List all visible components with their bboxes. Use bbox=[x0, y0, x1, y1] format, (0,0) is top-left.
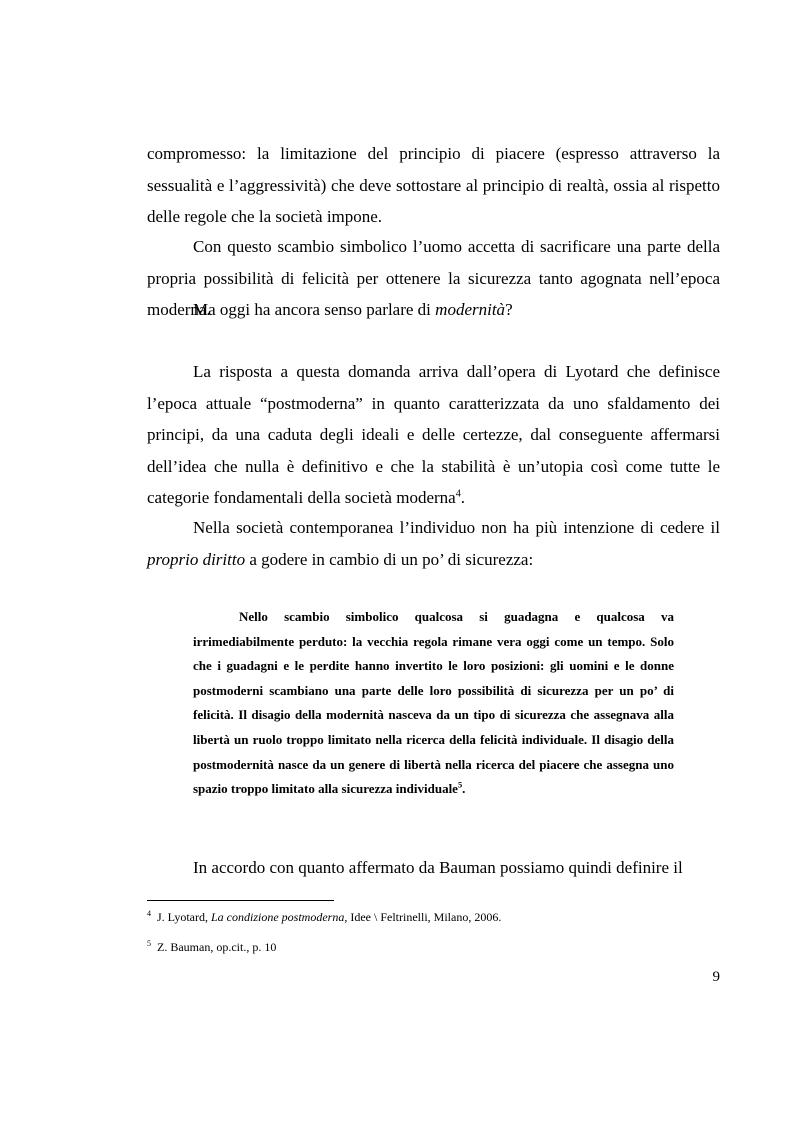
paragraph-5-lead: Nella società contemporanea l’individuo non ha più intenzione di cedere il bbox=[193, 518, 720, 537]
emphasis-proprio-diritto: proprio diritto bbox=[147, 549, 246, 569]
footnote-ref-5: 5 bbox=[457, 779, 463, 790]
footnote-4-author: J. Lyotard, bbox=[157, 910, 211, 924]
paragraph-3-text bbox=[147, 294, 720, 326]
paragraph-3-lead: Ma oggi ha ancora senso parlare di bbox=[193, 300, 436, 319]
paragraph-5 bbox=[147, 512, 720, 575]
paragraph-4-text bbox=[147, 356, 720, 514]
footnote-4 bbox=[147, 909, 720, 925]
paragraph-4-end: . bbox=[460, 488, 466, 507]
footnote-ref-4: 4 bbox=[455, 488, 461, 500]
footnote-5-text: Z. Bauman, op.cit., p. 10 bbox=[157, 940, 277, 954]
emphasis-modernita: modernità bbox=[435, 300, 506, 319]
footnote-5 bbox=[147, 939, 720, 955]
paragraph-2-text: Con questo scambio simbolico l’uomo accetta di sacrificare una parte della propria possibilità di felicità per ottenere la sicurezza tanto agognata nell’epoca moderna. bbox=[147, 237, 720, 319]
footnote-4-number: 4 bbox=[147, 909, 151, 918]
paragraph-3 bbox=[147, 294, 720, 326]
paragraph-5-text bbox=[147, 512, 720, 575]
page-number: 9 bbox=[712, 969, 720, 985]
paragraph-3-end: ? bbox=[505, 300, 513, 319]
block-quote bbox=[193, 605, 674, 802]
paragraph-1-text: compromesso: la limitazione del principio di piacere (espresso attraverso la sessualità e l’aggressività) che deve sottostare al principio di realtà, ossia al rispetto delle regole che la società impone. bbox=[147, 144, 720, 226]
paragraph-5-end: a godere in cambio di un po’ di sicurezza: bbox=[245, 549, 534, 569]
footnote-5-number: 5 bbox=[147, 939, 151, 948]
block-quote-end: . bbox=[462, 781, 466, 797]
footnote-4-publisher: Idee \ Feltrinelli, Milano, 2006. bbox=[347, 910, 502, 924]
paragraph-4 bbox=[147, 356, 720, 514]
paragraph-6 bbox=[147, 852, 720, 884]
paragraph-1 bbox=[147, 138, 720, 233]
paragraph-4-body: La risposta a questa domanda arriva dall’opera di Lyotard che definisce l’epoca attuale “postmoderna” in quanto caratterizzata da uno sfaldamento dei principi, da una caduta degli ideali e delle certezze, dal conseguente affermarsi dell’idea che nulla è definitivo e che la stabilità è un’utopia così come tutte le categorie fondamentali della società moderna bbox=[147, 362, 720, 507]
block-quote-text: Nello scambio simbolico qualcosa si guadagna e qualcosa va irrimediabilmente perduto: la vecchia regola rimane vera oggi come un tempo. Solo che i guadagni e le perdite hanno invertito le loro posizioni: gli uomini e le donne postmoderni scambiano una parte delle loro possibilità di sicurezza per un po’ di felicità. Il disagio della modernità nasceva da un tipo di sicurezza che assegnava alla libertà un ruolo troppo limitato nella ricerca della felicità individuale. Il disagio della postmodernità nasce da un genere di libertà nella ricerca del piacere che assegna uno spazio troppo limitato alla sicurezza individuale bbox=[193, 609, 674, 797]
footnote-divider bbox=[147, 900, 334, 901]
footnote-4-title: La condizione postmoderna, bbox=[211, 910, 348, 924]
paragraph-6-text: In accordo con quanto affermato da Bauman possiamo quindi definire il bbox=[193, 858, 683, 877]
